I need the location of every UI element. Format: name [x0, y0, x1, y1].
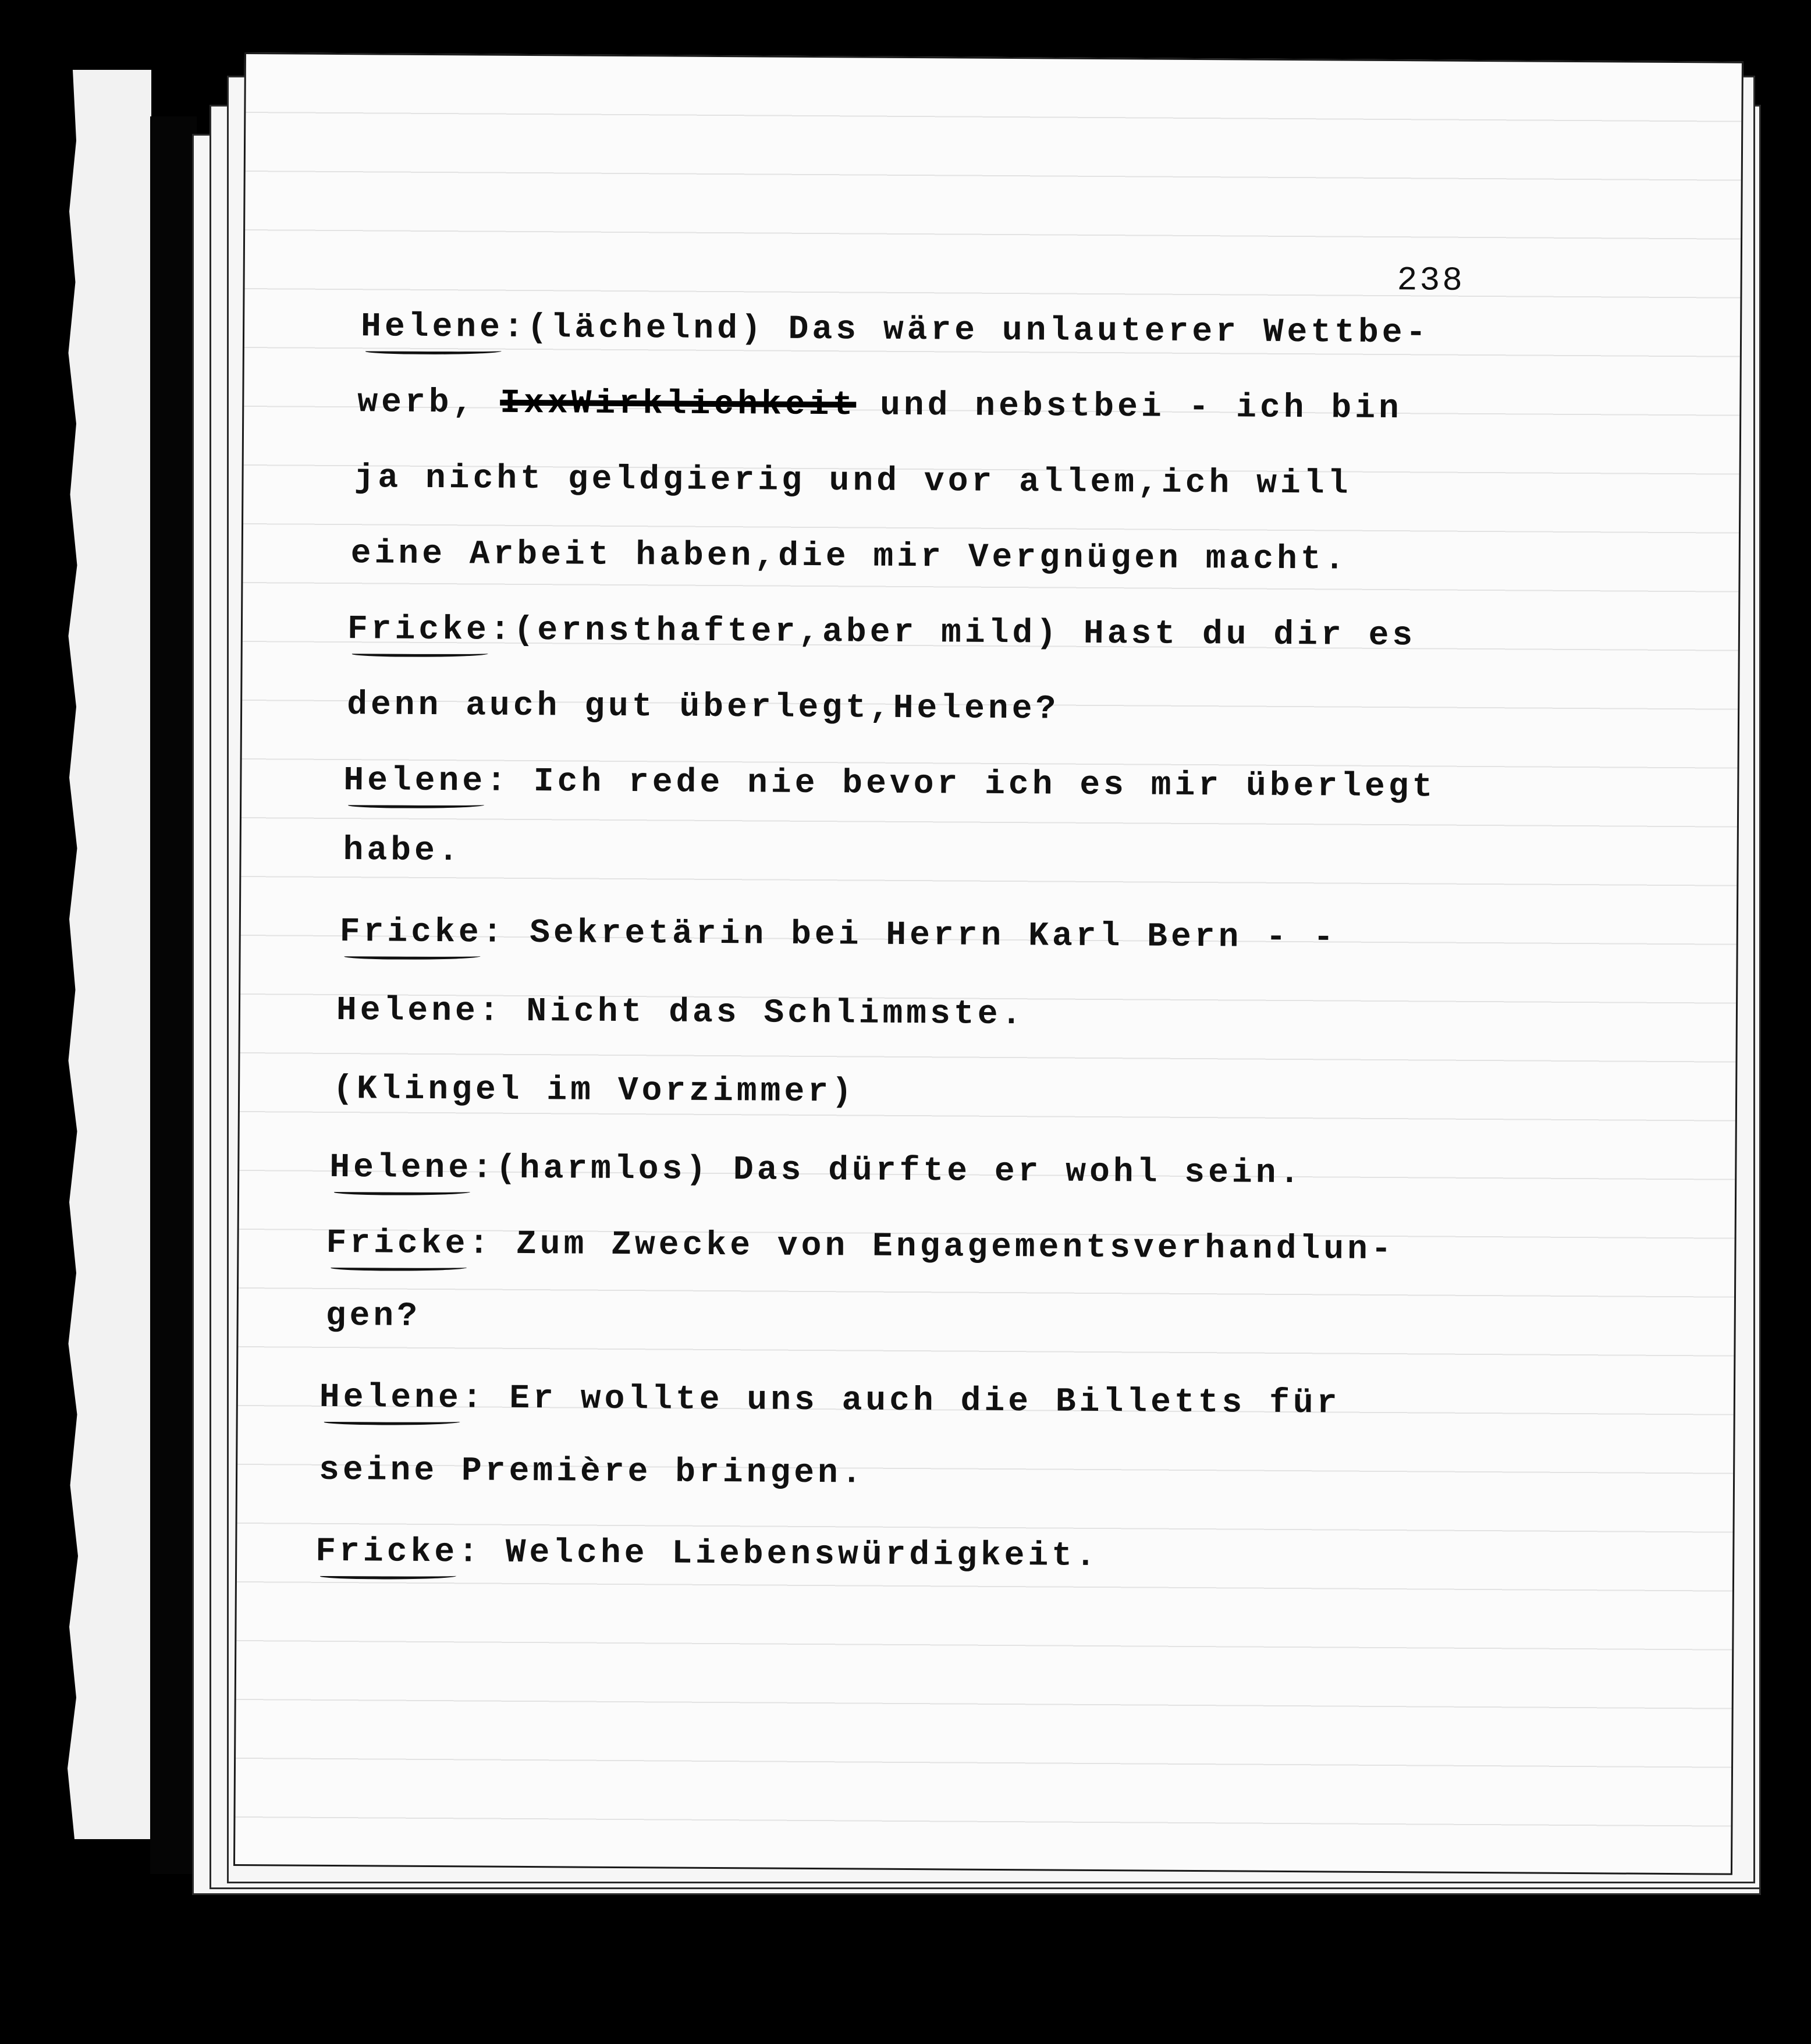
speaker-name: Helene:	[343, 762, 510, 801]
line-text: Welche Liebenswürdigkeit.	[481, 1534, 1100, 1576]
binding-shadow	[150, 116, 197, 1874]
script-line	[347, 686, 1060, 728]
line-text: Helene: Nicht das Schlimmste.	[336, 991, 1025, 1034]
line-text: (Klingel im Vorzimmer)	[332, 1070, 856, 1112]
speaker-name: Fricke:	[315, 1532, 482, 1572]
script-line	[340, 913, 1337, 957]
script-line	[336, 992, 1025, 1034]
line-text: Er wollte uns auch die Billetts für	[485, 1379, 1341, 1423]
script-line	[329, 1149, 1303, 1193]
struck-out-word: IxxWirklichkeit	[499, 384, 857, 425]
stage-direction	[333, 1070, 855, 1111]
script-line	[347, 611, 1416, 655]
speaker-name: Fricke:	[339, 913, 506, 952]
line-text: seine Première bringen.	[318, 1451, 865, 1493]
line-text: (lächelnd) Das wäre unlauterer Wettbe-	[527, 308, 1430, 353]
speaker-name: Helene:	[360, 308, 527, 347]
line-text: denn auch gut überlegt,Helene?	[346, 686, 1060, 729]
line-text: gen?	[325, 1297, 421, 1336]
line-text: (ernsthafter,aber mild) Hast du dir es	[513, 611, 1416, 655]
page-number: 238	[1397, 262, 1465, 300]
line-text: und nebstbei - ich bin	[856, 386, 1402, 428]
line-text: habe.	[343, 832, 462, 871]
script-line	[354, 459, 1351, 503]
line-text: Sekretärin bei Herrn Karl Bern - -	[506, 914, 1337, 957]
script-line	[351, 535, 1348, 579]
script-line	[315, 1533, 1099, 1575]
script-line	[357, 384, 1402, 428]
line-text: ja nicht geldgierig und vor allem,ich will	[354, 459, 1352, 503]
speaker-name: Helene:	[329, 1148, 496, 1188]
speaker-name: Fricke:	[347, 611, 514, 650]
script-line	[319, 1452, 865, 1493]
line-text: Ich rede nie bevor ich es mir überlegt	[509, 762, 1436, 807]
line-text: Zum Zwecke von Engagementsverhandlun-	[492, 1225, 1395, 1269]
typescript-page	[233, 52, 1743, 1875]
speaker-name: Fricke:	[326, 1224, 493, 1264]
script-line	[361, 308, 1430, 352]
script-line	[343, 762, 1436, 806]
line-text: eine Arbeit haben,die mir Vergnügen macht.	[350, 535, 1348, 579]
line-text: werb,	[357, 384, 500, 423]
line-text: (harmlos) Das dürfte er wohl sein.	[495, 1149, 1304, 1193]
script-line	[343, 832, 461, 870]
script-line	[319, 1379, 1341, 1423]
speaker-name: Helene:	[319, 1378, 486, 1418]
torn-edge-strip	[64, 70, 151, 1839]
script-line	[326, 1297, 421, 1336]
script-line	[326, 1225, 1395, 1269]
